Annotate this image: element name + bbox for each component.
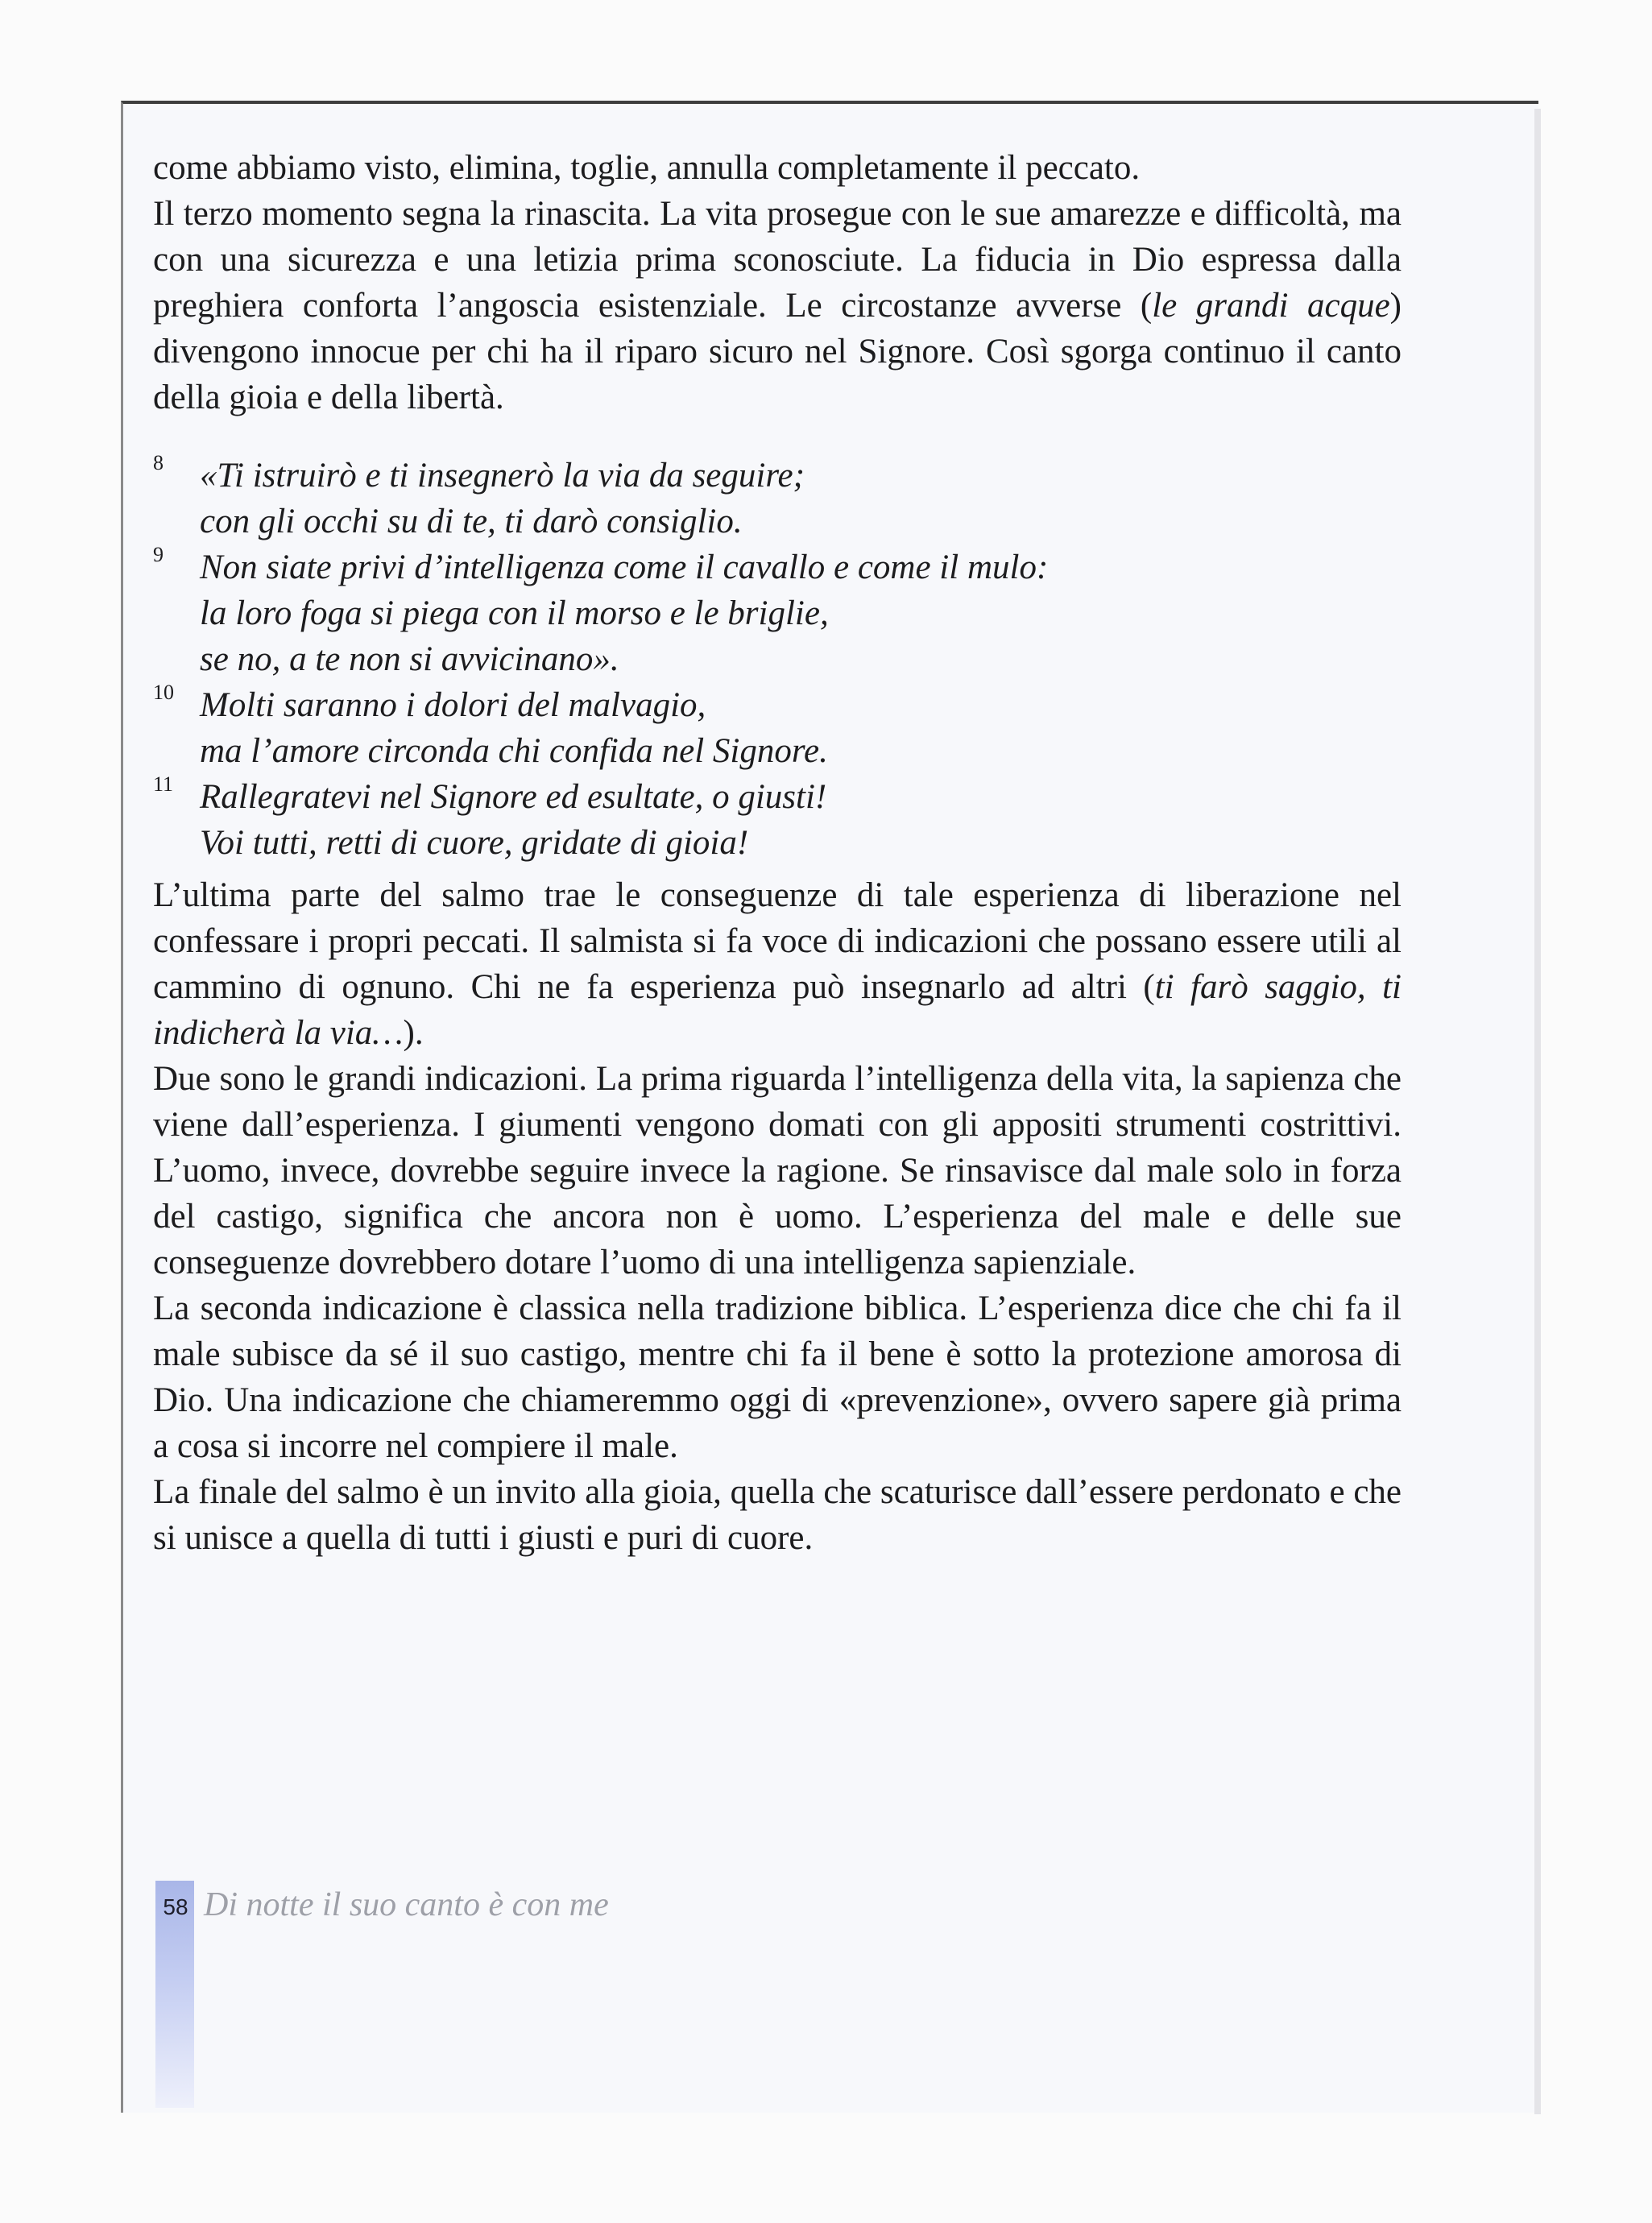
verse [153,682,1402,774]
paragraph-rinascita [153,191,1402,420]
verse-line: Non siate privi d’intelligenza come il cavallo e come il mulo: [200,549,1049,586]
paragraph-finale: La finale del salmo è un invito alla gioia, quella che scaturisce dall’essere perdonato e che si unisce a quella di tutti i giusti e puri di cuore. [153,1473,1402,1557]
verse-line: se no, a te non si avvicinano». [200,640,619,678]
paragraph-intro: come abbiamo visto, elimina, toglie, annulla completamente il peccato. [153,149,1141,187]
verse-number: 10 [153,681,174,704]
paragraph-rinascita-part2: ) divengono innocue per chi ha il riparo sicuro nel Signore. Così sgorga continuo il canto della gioia e della libertà. [153,287,1402,416]
verse-line: Voi tutti, retti di cuore, gridate di gioia! [200,824,749,862]
paragraph-ultima-part1: L’ultima parte del salmo trae le conseguenze di tale esperienza di liberazione nel confessare i propri peccati. Il salmista si fa voce di indicazioni che possano essere utili al cammino di ognuno. Chi ne fa esperienza può insegnarlo ad altri ( [153,876,1402,1006]
paragraph-due-indicazioni: Due sono le grandi indicazioni. La prima riguarda l’intelligenza della vita, la sapienza che viene dall’esperienza. I giumenti vengono domati con gli appositi strumenti costrittivi. L’uomo, invece, dovrebbe seguire invece la ragione. Se rinsavisce dal male solo in forza del castigo, significa che ancora non è uomo. L’esperienza del male e delle sue conseguenze dovrebbero dotare l’uomo di una intelligenza sapienziale. [153,1060,1402,1281]
quote-emphasis: ti farò saggio, ti indicherà la via… [153,968,1402,1052]
verse [153,774,1402,866]
verse-line: ma l’amore circonda chi confida nel Signore. [200,732,828,770]
verse [153,453,1402,544]
psalm-verses [153,453,1402,866]
verse-line: «Ti istruirò e ti insegnerò la via da seguire; [200,457,805,495]
paragraph-seconda-indicazione: La seconda indicazione è classica nella tradizione biblica. L’esperienza dice che chi fa il male subisce da sé il suo castigo, mentre chi fa il bene è sotto la protezione amorosa di Dio. Una indicazione che chiameremmo oggi di «prevenzione», ovvero sapere già prima a cosa si incorre nel compiere il male. [153,1290,1402,1465]
verse-line: Molti saranno i dolori del malvagio, [200,686,706,724]
verse [153,544,1402,682]
grandi-acque-emphasis: le grandi acque [1152,287,1390,325]
paragraph-ultima-part2: ). [403,1014,424,1052]
verse-number: 8 [153,451,164,474]
page-number: 58 [163,1894,188,1919]
verse-number: 9 [153,543,164,566]
body-text [153,145,1402,1561]
verse-line: la loro foga si piega con il morso e le briglie, [200,594,829,632]
verse-line: con gli occhi su di te, ti darò consiglio. [200,503,743,540]
page-edge [1534,109,1541,2114]
verse-number: 11 [153,772,174,796]
paragraph-ultima-parte [153,872,1402,1056]
paragraph-rinascita-part1: Il terzo momento segna la rinascita. La vita prosegue con le sue amarezze e difficoltà, ma con una sicurezza e una letizia prima sconosciute. La fiducia in Dio espressa dalla preghiera conforta l’angoscia esistenziale. Le circostanze avverse ( [153,195,1402,325]
verse-line: Rallegratevi nel Signore ed esultate, o giusti! [200,778,827,816]
running-footer-title: Di notte il suo canto è con me [204,1886,609,1923]
